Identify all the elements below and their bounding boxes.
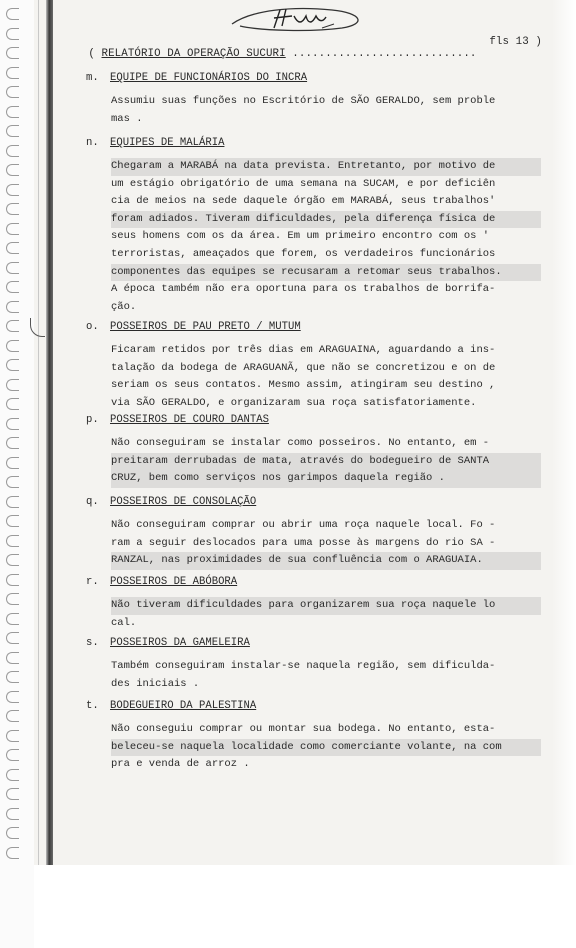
section-heading — [86, 700, 256, 712]
section-heading — [86, 496, 256, 508]
paragraph-line: foram adiados. Tiveram dificuldades, pela diferença física de — [111, 211, 541, 229]
paragraph-line: seus homens com os da área. Em um primeiro encontro com os ' — [111, 230, 490, 243]
binder-ring — [6, 242, 19, 254]
paragraph-line: via SÃO GERALDO, e organizaram sua roça satisfatoriamente. — [111, 396, 477, 409]
paragraph-line: Ficaram retidos por três dias em ARAGUAINA, aguardando a ins- — [111, 344, 496, 356]
section-paragraph — [111, 342, 541, 412]
bottom-margin — [34, 865, 576, 948]
binder-ring — [6, 359, 19, 371]
binder-ring — [6, 262, 19, 274]
binder-ring — [6, 164, 19, 176]
binder-ring — [6, 847, 19, 859]
binder-ring — [6, 710, 19, 722]
section-heading — [86, 321, 301, 333]
binder-ring — [6, 554, 19, 566]
section-title: POSSEIROS DA GAMELEIRA — [110, 637, 250, 649]
binder-ring — [6, 593, 19, 605]
section-title: EQUIPES DE MALÁRIA — [110, 137, 225, 149]
paragraph-line: Chegaram a MARABÁ na data prevista. Entretanto, por motivo de — [111, 158, 541, 176]
binder-ring — [6, 788, 19, 800]
section-letter: o. — [86, 321, 99, 333]
section-paragraph — [111, 721, 541, 774]
section-title: POSSEIROS DE COURO DANTAS — [110, 414, 269, 426]
binder-ring — [6, 67, 19, 79]
paragraph-line: Assumiu suas funções no Escritório de SÃO GERALDO, sem proble — [111, 95, 496, 107]
section-letter: n. — [86, 137, 99, 149]
section-title: EQUIPE DE FUNCIONÁRIOS DO INCRA — [110, 72, 308, 84]
section-letter: r. — [86, 576, 99, 588]
section-title: POSSEIROS DE CONSOLAÇÃO — [110, 496, 257, 508]
binder-ring — [6, 457, 19, 469]
binder-ring — [6, 86, 19, 98]
paragraph-line: CRUZ, bem como serviços nos garimpos daquela região . — [111, 470, 541, 488]
paragraph-line: ção. — [111, 300, 137, 313]
paragraph-line: um estágio obrigatório de uma semana na SUCAM, e por deficiên — [111, 177, 496, 190]
section-heading — [86, 576, 237, 588]
report-title: RELATÓRIO DA OPERAÇÃO SUCURI — [101, 48, 286, 60]
paragraph-line: Não conseguiu comprar ou montar sua bodega. No entanto, esta- — [111, 723, 496, 735]
section-letter: s. — [86, 637, 99, 649]
section-paragraph — [111, 597, 541, 632]
binder-ring — [6, 184, 19, 196]
paragraph-line: ram a seguir deslocados para uma posse às margens do rio SA - — [111, 536, 496, 549]
paragraph-line: beleceu-se naquela localidade como comerciante volante, na com — [111, 739, 541, 757]
binder-ring — [6, 223, 19, 235]
section-paragraph — [111, 658, 541, 693]
section-title: POSSEIROS DE ABÓBORA — [110, 576, 238, 588]
section-paragraph — [111, 517, 541, 570]
paragraph-line: mas . — [111, 112, 143, 125]
paragraph-line: preitaram derrubadas de mata, através do bodegueiro de SANTA — [111, 453, 541, 471]
binder-ring — [6, 281, 19, 293]
paragraph-line: talação da bodega de ARAGUANÃ, que não se concretizou e on de — [111, 361, 496, 374]
binder-ring — [6, 437, 19, 449]
paragraph-line: cia de meios na sede daquele órgão em MARABÁ, seus trabalhos' — [111, 195, 496, 208]
binder-ring — [6, 769, 19, 781]
binder-ring — [6, 47, 19, 59]
page-right-edge — [552, 0, 576, 948]
binder-ring — [6, 535, 19, 547]
binder-ring — [6, 827, 19, 839]
binder-ring — [6, 145, 19, 157]
section-heading — [86, 72, 307, 84]
section-paragraph — [111, 158, 541, 316]
paragraph-line: componentes das equipes se recusaram a retomar seus trabalhos. — [111, 264, 541, 282]
section-heading — [86, 137, 224, 149]
section-heading — [86, 414, 269, 426]
binder-ring — [6, 398, 19, 410]
binder-ring — [6, 476, 19, 488]
paragraph-line: pra e venda de arroz . — [111, 758, 250, 771]
header-open-paren: ( — [88, 48, 102, 60]
section-letter: p. — [86, 414, 99, 426]
section-letter: t. — [86, 700, 99, 712]
binder-ring — [6, 691, 19, 703]
binder-ring — [6, 125, 19, 137]
ring-binder-strip — [0, 0, 34, 948]
binder-ring — [6, 749, 19, 761]
binder-ring — [6, 320, 19, 332]
binder-ring — [6, 574, 19, 586]
page-fold-shadow — [46, 0, 53, 865]
binder-ring — [6, 613, 19, 625]
paragraph-line: A época também não era oportuna para os trabalhos de borrifa- — [111, 283, 496, 296]
paragraph-line: Também conseguiram instalar-se naquela região, sem dificulda- — [111, 660, 496, 672]
binder-ring — [6, 632, 19, 644]
report-header — [62, 36, 542, 72]
binder-ring — [6, 652, 19, 664]
paragraph-line: Não conseguiram comprar ou abrir uma roça naquele local. Fo - — [111, 519, 496, 531]
paragraph-line: Não conseguiram se instalar como posseiros. No entanto, em - — [111, 437, 490, 449]
section-title: POSSEIROS DE PAU PRETO / MUTUM — [110, 321, 301, 333]
section-paragraph — [111, 435, 541, 488]
section-title: BODEGUEIRO DA PALESTINA — [110, 700, 257, 712]
binder-ring — [6, 340, 19, 352]
handwritten-signature — [222, 4, 372, 34]
binder-ring — [6, 379, 19, 391]
paragraph-line: terroristas, ameaçados que forem, os verdadeiros funcionários — [111, 247, 496, 260]
binder-ring — [6, 106, 19, 118]
binder-ring — [6, 418, 19, 430]
paragraph-line: Não tiveram dificuldades para organizarem sua roça naquele lo — [111, 597, 541, 615]
paragraph-line: seriam os seus contatos. Mesmo assim, atingiram seu destino , — [111, 379, 496, 392]
page-number: fls 13 ) — [489, 36, 542, 48]
binder-ring — [6, 28, 19, 40]
header-dot-leader: ............................ — [285, 48, 484, 60]
paragraph-line: cal. — [111, 616, 137, 629]
page-fold-line — [38, 0, 39, 865]
binder-ring — [6, 301, 19, 313]
section-heading — [86, 637, 250, 649]
section-paragraph — [111, 93, 541, 128]
binder-ring — [6, 671, 19, 683]
binder-ring — [6, 203, 19, 215]
paragraph-line: RANZAL, nas proximidades de sua confluência com o ARAGUAIA. — [111, 552, 541, 570]
binder-ring — [6, 8, 19, 20]
section-letter: q. — [86, 496, 99, 508]
binder-ring — [6, 730, 19, 742]
binder-ring — [6, 515, 19, 527]
binder-ring — [6, 496, 19, 508]
binder-ring — [6, 808, 19, 820]
paragraph-line: des iniciais . — [111, 677, 200, 690]
section-letter: m. — [86, 72, 99, 84]
